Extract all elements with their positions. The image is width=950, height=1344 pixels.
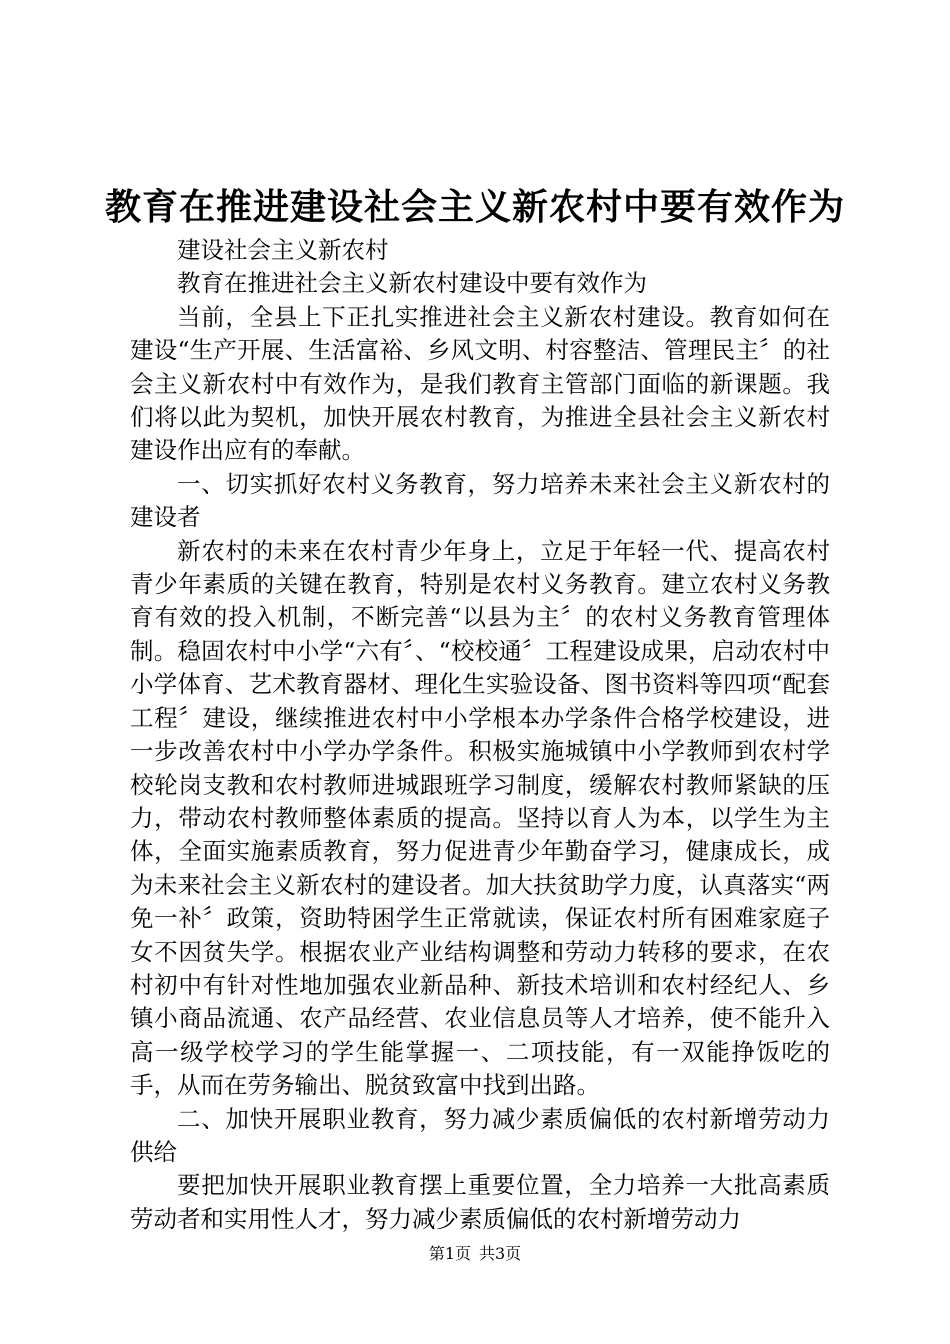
document-title: 教育在推进建设社会主义新农村中要有效作为 — [104, 187, 845, 228]
paragraph-subtitle-1: 建设社会主义新农村 — [177, 236, 389, 264]
page-total: 共3页 — [479, 1244, 522, 1263]
section-heading-2: 二、加快开展职业教育，努力减少素质偏低的农村新增劳动力供给 — [130, 1104, 830, 1166]
document-body — [130, 234, 830, 1236]
paragraph-section-1: 新农村的未来在农村青少年身上，立足于年轻一代、提高农村青少年素质的关键在教育，特别是农村义务教育。建立农村义务教育有效的投入机制，不断完善“以县为主〞的农村义务教育管理体制。稳固农村中小学“六有〞、“校校通〞工程建设成果，启动农村中小学体育、艺术教育器材、理化生实验设备、图书资料等四项“配套工程〞建设，继续推进农村中小学根本办学条件合格学校建设，进一步改善农村中小学办学条件。积极实施城镇中小学教师到农村学校轮岗支教和农村教师进城跟班学习制度，缓解农村教师紧缺的压力，带动农村教师整体素质的提高。坚持以育人为本，以学生为主体，全面实施素质教育，努力促进青少年勤奋学习，健康成长，成为未来社会主义新农村的建设者。加大扶贫助学力度，认真落实“两免一补〞政策，资助特困学生正常就读，保证农村所有困难家庭子女不因贫失学。根据农业产业结构调整和劳动力转移的要求，在农村初中有针对性地加强农业新品种、新技术培训和农村经纪人、乡镇小商品流通、农产品经营、农业信息员等人才培养，使不能升入高一级学校学习的学生能掌握一、二项技能，有一双能挣饭吃的手，从而在劳务输出、脱贫致富中找到出路。 — [130, 536, 830, 1100]
paragraph-intro: 当前，全县上下正扎实推进社会主义新农村建设。教育如何在建设“生产开展、生活富裕、乡风文明、村容整洁、管理民主〞的社会主义新农村中有效作为，是我们教育主管部门面临的新课题。我们将以此为契机，加快开展农村教育，为推进全县社会主义新农村建设作出应有的奉献。 — [130, 302, 830, 465]
page-number: 第1页 — [428, 1244, 471, 1263]
page-footer — [0, 1244, 950, 1264]
paragraph-subtitle-2: 教育在推进社会主义新农村建设中要有效作为 — [177, 269, 647, 298]
section-heading-1: 一、切实抓好农村义务教育，努力培养未来社会主义新农村的建设者 — [130, 469, 830, 532]
paragraph-section-2: 要把加快开展职业教育摆上重要位置，全力培养一大批高素质劳动者和实用性人才，努力减少素质偏低的农村新增劳动力 — [130, 1171, 830, 1233]
